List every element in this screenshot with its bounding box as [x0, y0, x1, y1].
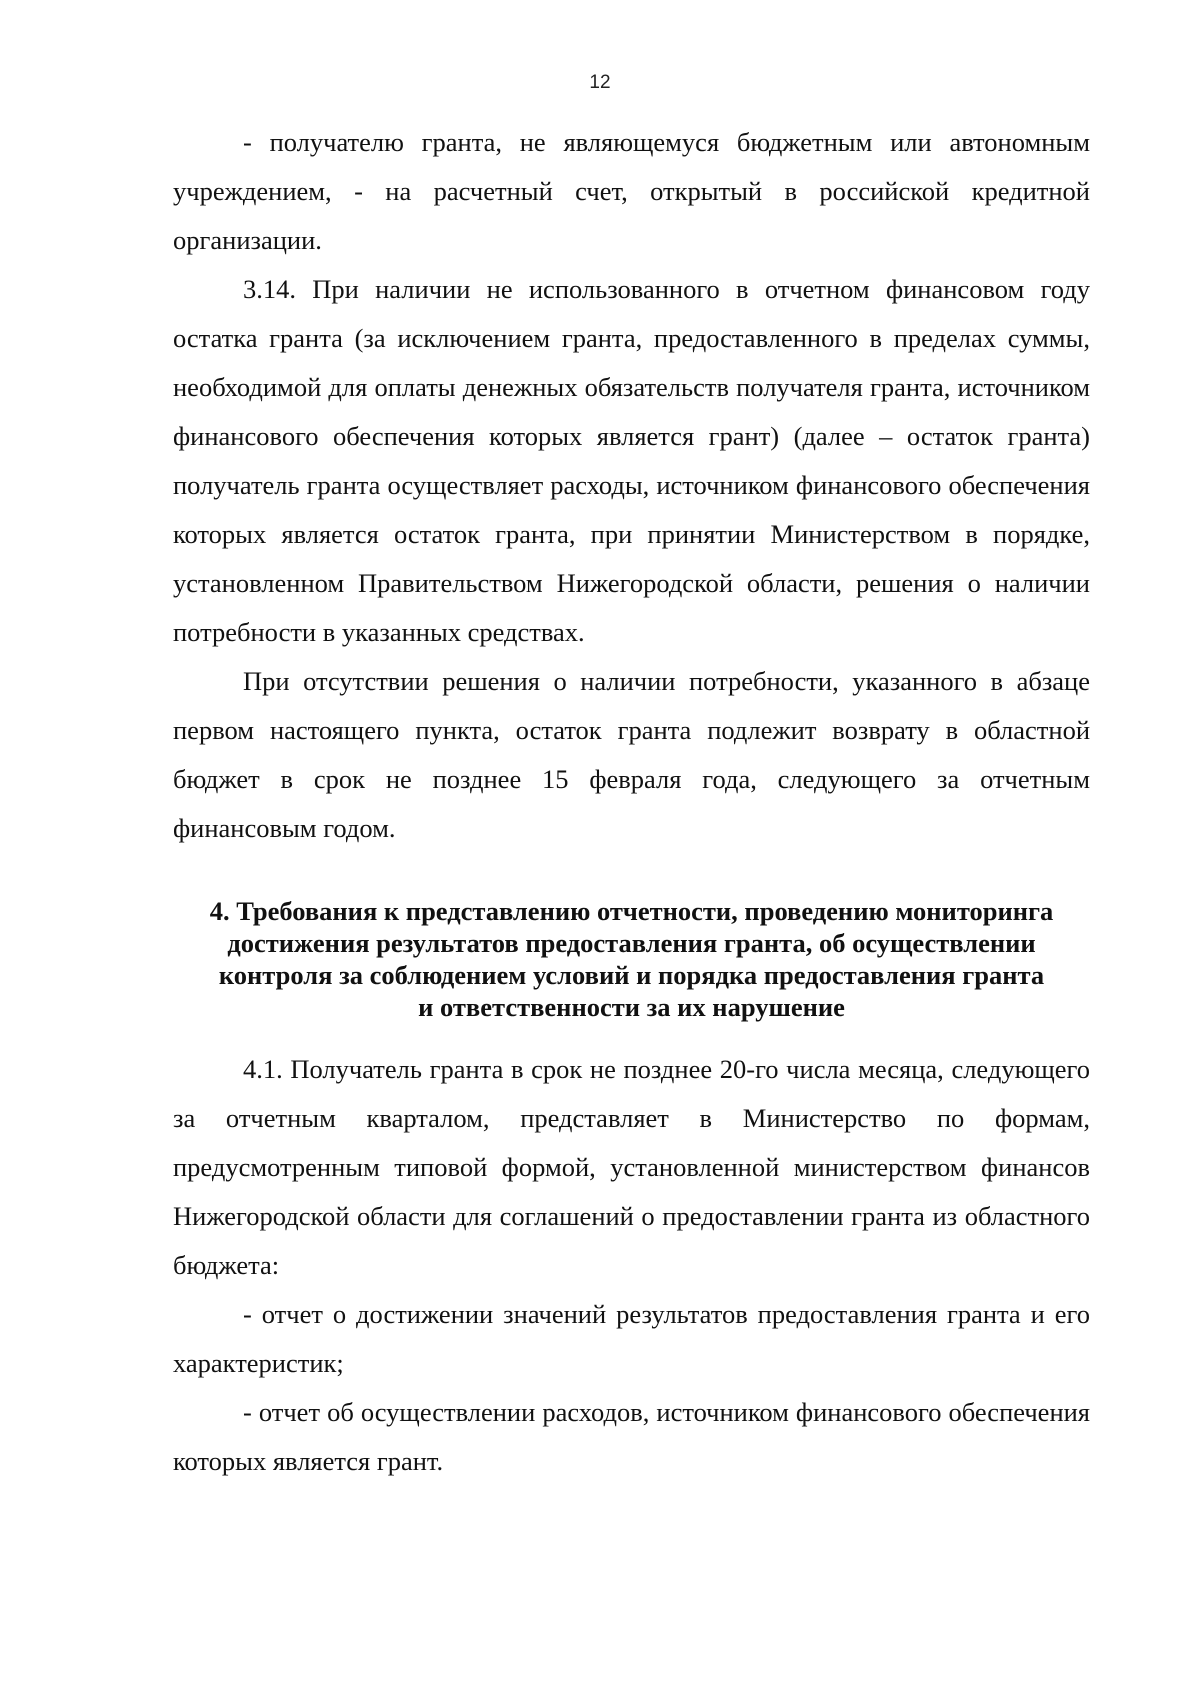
- section-4-heading: [173, 895, 1090, 1023]
- paragraph-report-expenses: - отчет об осуществлении расходов, источником финансового обеспечения которых является грант.: [173, 1397, 1090, 1476]
- paragraph-recipient-account: - получателю гранта, не являющемуся бюджетным или автономным учреждением, - на расчетный счет, открытый в российской кредитной организации.: [173, 127, 1090, 255]
- heading-line: достижения результатов предоставления гранта, об осуществлении: [227, 928, 1036, 958]
- paragraph-grant-return: При отсутствии решения о наличии потребности, указанного в абзаце первом настоящего пункта, остаток гранта подлежит возврату в областной бюджет в срок не позднее 15 февраля года, следующего за отчетным финансовым годом.: [173, 666, 1090, 843]
- paragraph-report-results: - отчет о достижении значений результатов предоставления гранта и его характеристик;: [173, 1299, 1090, 1378]
- heading-line: 4. Требования к представлению отчетности, проведению мониторинга: [209, 896, 1054, 926]
- heading-line: и ответственности за их нарушение: [418, 992, 845, 1022]
- paragraph-4-1: 4.1. Получатель гранта в срок не позднее 20-го числа месяца, следующего за отчетным кварталом, представляет в Министерство по формам, предусмотренным типовой формой, установленной министерством финансов Нижегородской области для соглашений о предоставлении гранта из областного бюджета:: [173, 1054, 1090, 1280]
- paragraph-3-14: 3.14. При наличии не использованного в отчетном финансовом году остатка гранта (за исключением гранта, предоставленного в пределах суммы, необходимой для оплаты денежных обязательств получателя гранта, источником финансового обеспечения которых является грант) (далее – остаток гранта) получатель гранта осуществляет расходы, источником финансового обеспечения которых является остаток гранта, при принятии Министерством в порядке, установленном Правительством Нижегородской области, решения о наличии потребности в указанных средствах.: [173, 274, 1090, 647]
- heading-line: контроля за соблюдением условий и порядка предоставления гранта: [218, 960, 1045, 990]
- document-body: [173, 118, 1090, 1486]
- page-number: 12: [589, 72, 611, 93]
